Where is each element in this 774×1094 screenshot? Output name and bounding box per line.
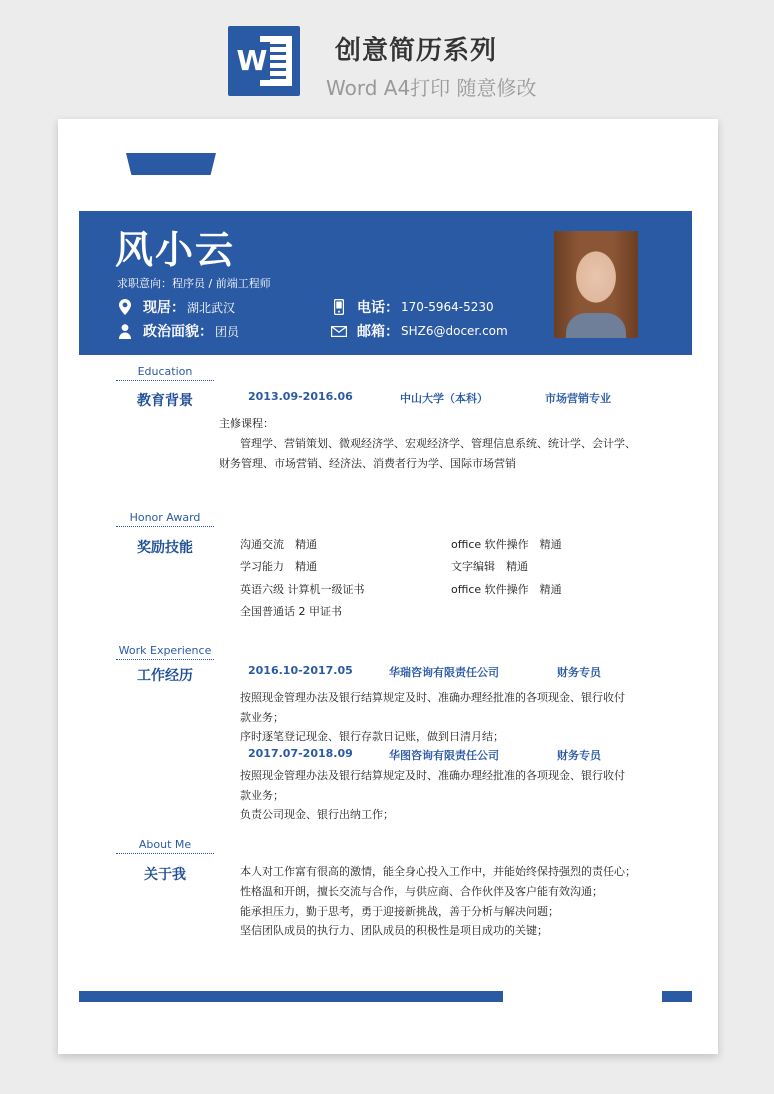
education-title-cn: 教育背景: [137, 393, 193, 409]
about-line: 坚信团队成员的执行力、团队成员的积极性是项目成功的关键；: [240, 924, 548, 937]
candidate-name: 风小云: [115, 228, 236, 272]
job-intent: 求职意向：程序员 / 前端工程师: [117, 277, 271, 290]
skill-item: office 软件操作 精通: [451, 583, 562, 596]
envelope-icon: [331, 323, 347, 339]
footer-bar-small: [662, 991, 692, 1002]
about-title-en: About Me: [116, 838, 214, 854]
banner: [0, 0, 774, 110]
profile-photo: [554, 231, 638, 338]
job-company: 华瑞咨询有限责任公司: [389, 666, 499, 679]
courses-line: 财务管理、市场营销、经济法、消费者行为学、国际市场营销: [219, 457, 516, 470]
banner-subtitle: Word A4打印 随意修改: [326, 76, 537, 100]
skill-item: 沟通交流 精通: [240, 538, 317, 551]
courses-label: 主修课程：: [219, 417, 274, 430]
word-icon: W: [228, 26, 300, 96]
politics-value: 团员: [215, 324, 240, 339]
skill-item: 文字编辑 精通: [451, 560, 528, 573]
footer-bar: [79, 991, 503, 1002]
location-value: 湖北武汉: [187, 300, 236, 315]
location-row: 现居： 湖北武汉: [117, 297, 235, 317]
education-period: 2013.09-2016.06: [248, 390, 353, 403]
work-title-en: Work Experience: [116, 644, 214, 660]
education-school: 中山大学（本科）: [400, 392, 488, 405]
job-period: 2017.07-2018.09: [248, 747, 353, 760]
about-line: 能承担压力，勤于思考，勇于迎接新挑战，善于分析与解决问题；: [240, 905, 559, 918]
email-value: SHZ6@docer.com: [401, 324, 508, 338]
honor-title-en: Honor Award: [116, 511, 214, 527]
about-line: 本人对工作富有很高的激情，能全身心投入工作中，并能始终保持强烈的责任心；: [240, 865, 636, 878]
job-company: 华图咨询有限责任公司: [389, 749, 499, 762]
job-duty-line: 按照现金管理办法及银行结算规定及时、准确办理经批准的各项现金、银行收付: [240, 691, 625, 704]
education-title-en: Education: [116, 365, 214, 381]
about-title-cn: 关于我: [144, 867, 186, 883]
job-duty-line: 负责公司现金、银行出纳工作；: [240, 808, 394, 821]
location-pin-icon: [117, 299, 133, 315]
job-duty-line: 序时逐笔登记现金、银行存款日记账，做到日清月结；: [240, 730, 504, 743]
honor-title-cn: 奖励技能: [137, 540, 193, 556]
work-title-cn: 工作经历: [137, 668, 193, 684]
job-title: 财务专员: [557, 749, 601, 762]
resume-page: [58, 119, 718, 1054]
job-duty-line: 款业务；: [240, 789, 284, 802]
phone-row: 电话： 170-5964-5230: [331, 297, 494, 317]
resume-header: [79, 211, 692, 355]
politics-row: 政治面貌： 团员: [117, 321, 239, 341]
job-duty-line: 按照现金管理办法及银行结算规定及时、准确办理经批准的各项现金、银行收付: [240, 769, 625, 782]
job-period: 2016.10-2017.05: [248, 664, 353, 677]
person-icon: [117, 323, 133, 339]
skill-item: 英语六级 计算机一级证书: [240, 583, 365, 596]
skill-item: 全国普通话 2 甲证书: [240, 605, 342, 618]
skill-item: 学习能力 精通: [240, 560, 317, 573]
mobile-phone-icon: [331, 299, 347, 315]
banner-title: 创意简历系列: [335, 36, 498, 66]
email-row: 邮箱： SHZ6@docer.com: [331, 321, 508, 341]
phone-value: 170-5964-5230: [401, 300, 494, 314]
about-line: 性格温和开朗，擅长交流与合作，与供应商、合作伙伴及客户能有效沟通；: [240, 885, 603, 898]
decorative-tab: [126, 153, 216, 175]
courses-line: 管理学、营销策划、微观经济学、宏观经济学、管理信息系统、统计学、会计学、: [240, 437, 636, 450]
skill-item: office 软件操作 精通: [451, 538, 562, 551]
education-major: 市场营销专业: [545, 392, 611, 405]
job-duty-line: 款业务；: [240, 711, 284, 724]
job-title: 财务专员: [557, 666, 601, 679]
